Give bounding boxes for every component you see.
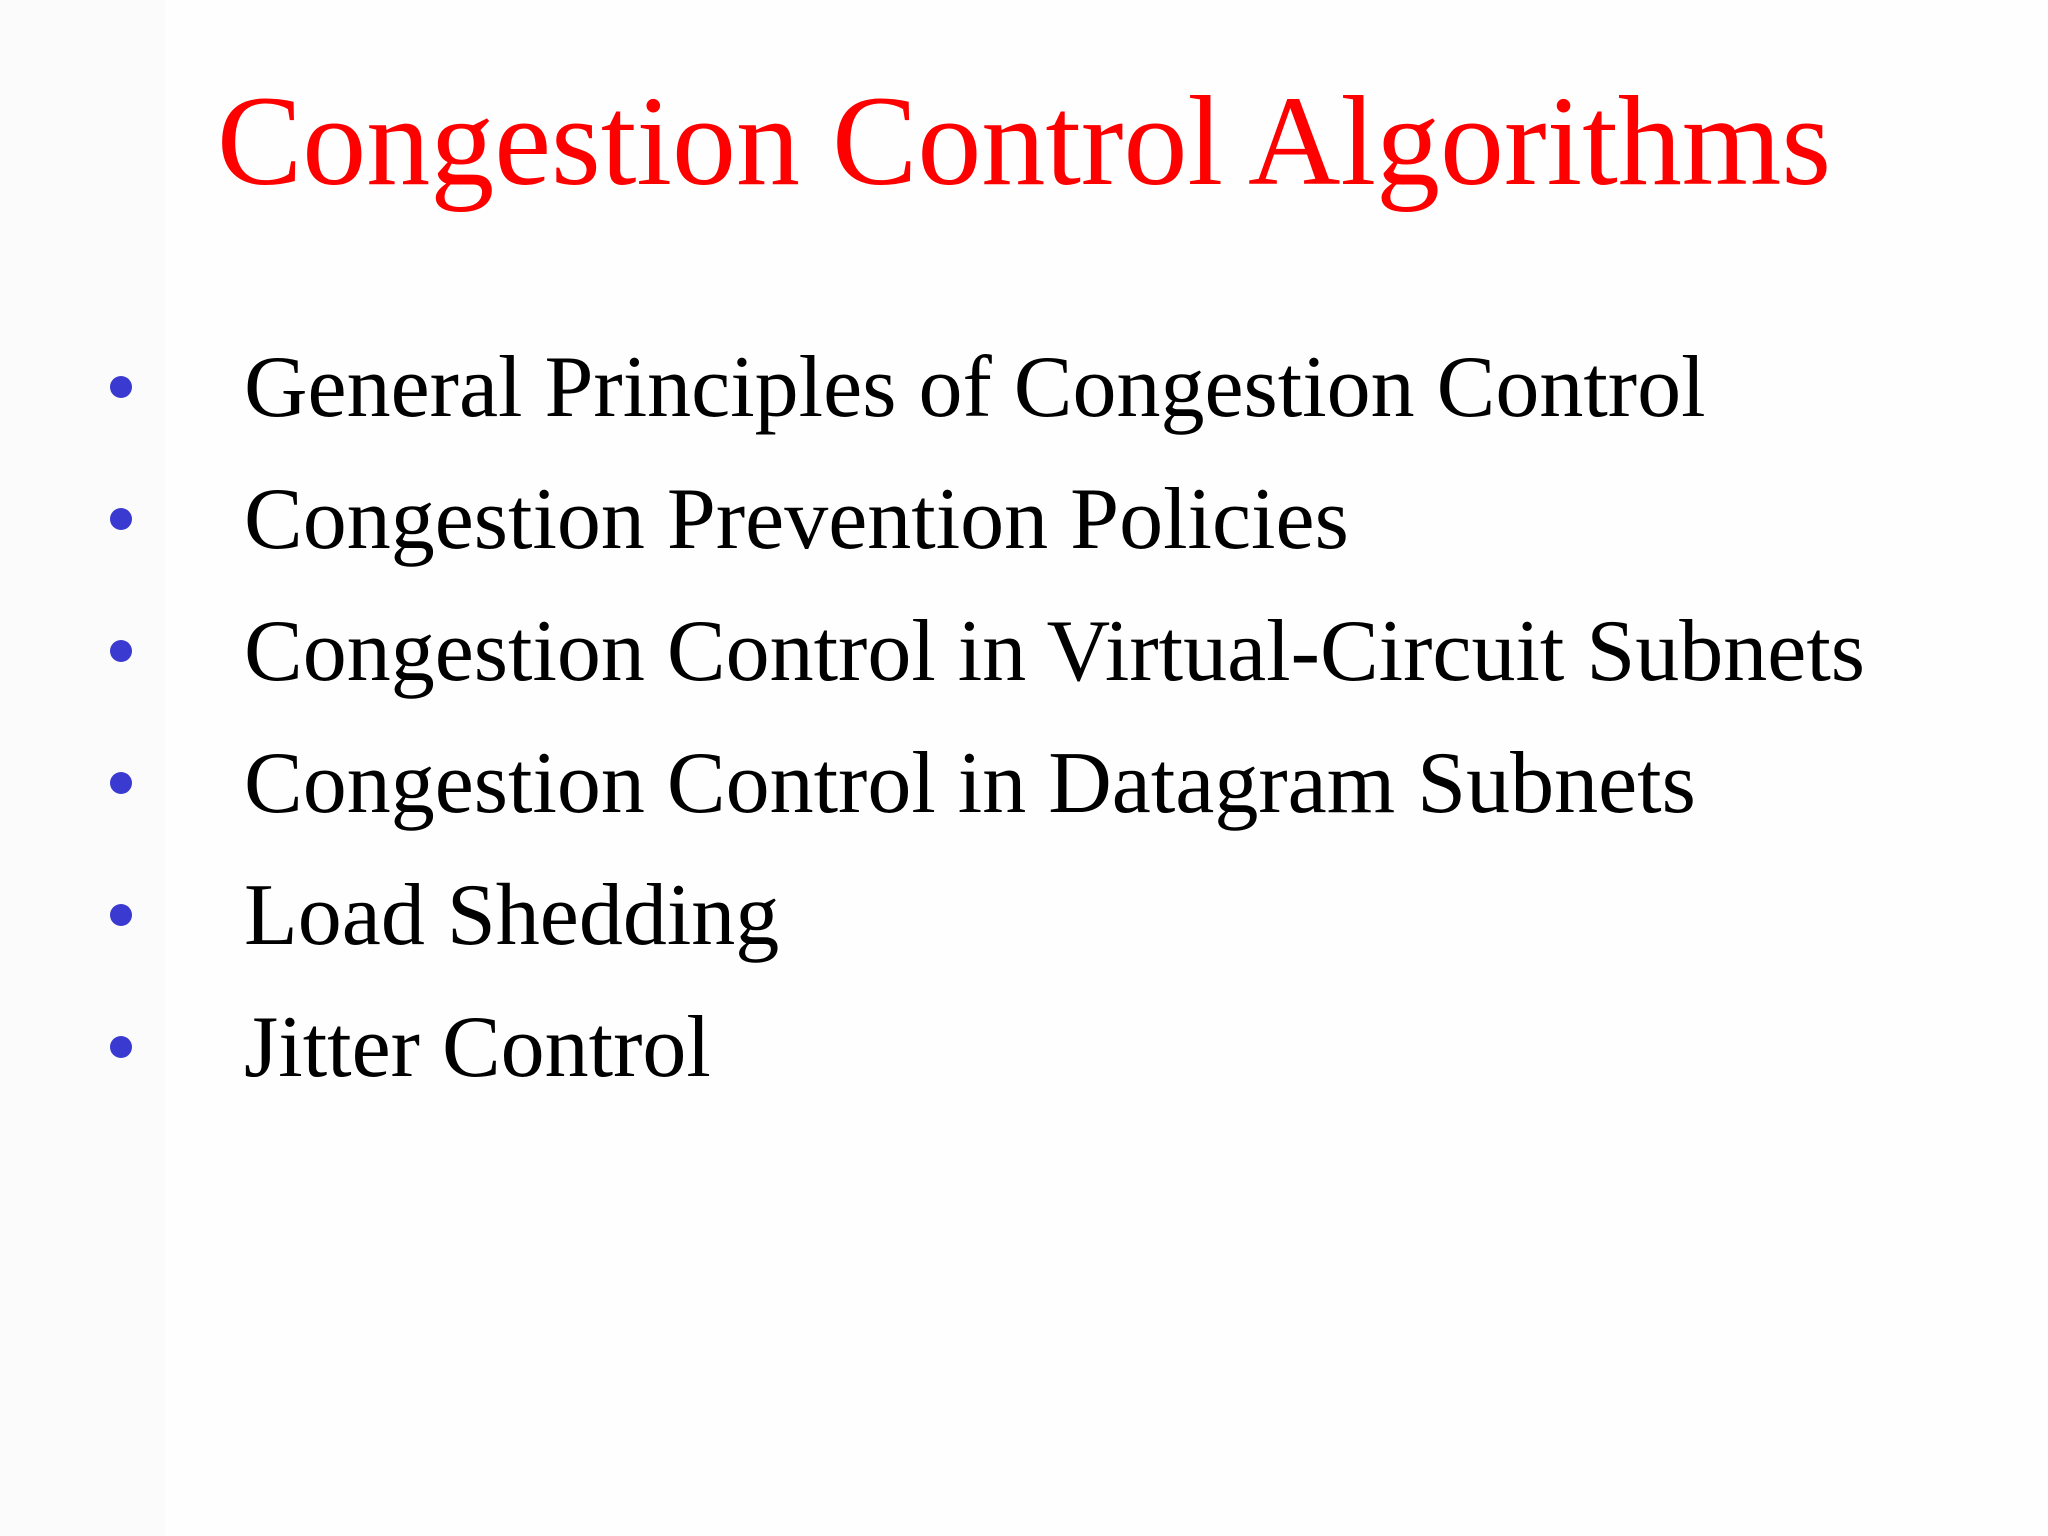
- bullet-dot-icon: [110, 640, 132, 662]
- bullet-text: Congestion Control in Datagram Subnets: [244, 735, 1696, 832]
- bullet-item: [0, 460, 2048, 592]
- bullet-dot-icon: [110, 904, 132, 926]
- bullet-item: [0, 724, 2048, 856]
- bullet-text: Jitter Control: [244, 999, 711, 1096]
- bullet-item: [0, 988, 2048, 1120]
- bullet-text: Congestion Prevention Policies: [244, 471, 1349, 568]
- bullet-text: Congestion Control in Virtual-Circuit Subnets: [244, 603, 1866, 700]
- bullet-text: General Principles of Congestion Control: [244, 339, 1706, 436]
- bullet-item: [0, 592, 2048, 724]
- bullet-list: [0, 328, 2048, 1120]
- bullet-text: Load Shedding: [244, 867, 780, 964]
- bullet-dot-icon: [110, 376, 132, 398]
- bullet-dot-icon: [110, 508, 132, 530]
- bullet-dot-icon: [110, 1036, 132, 1058]
- bullet-dot-icon: [110, 772, 132, 794]
- bullet-item: [0, 328, 2048, 460]
- slide-title: Congestion Control Algorithms: [216, 70, 1832, 212]
- bullet-item: [0, 856, 2048, 988]
